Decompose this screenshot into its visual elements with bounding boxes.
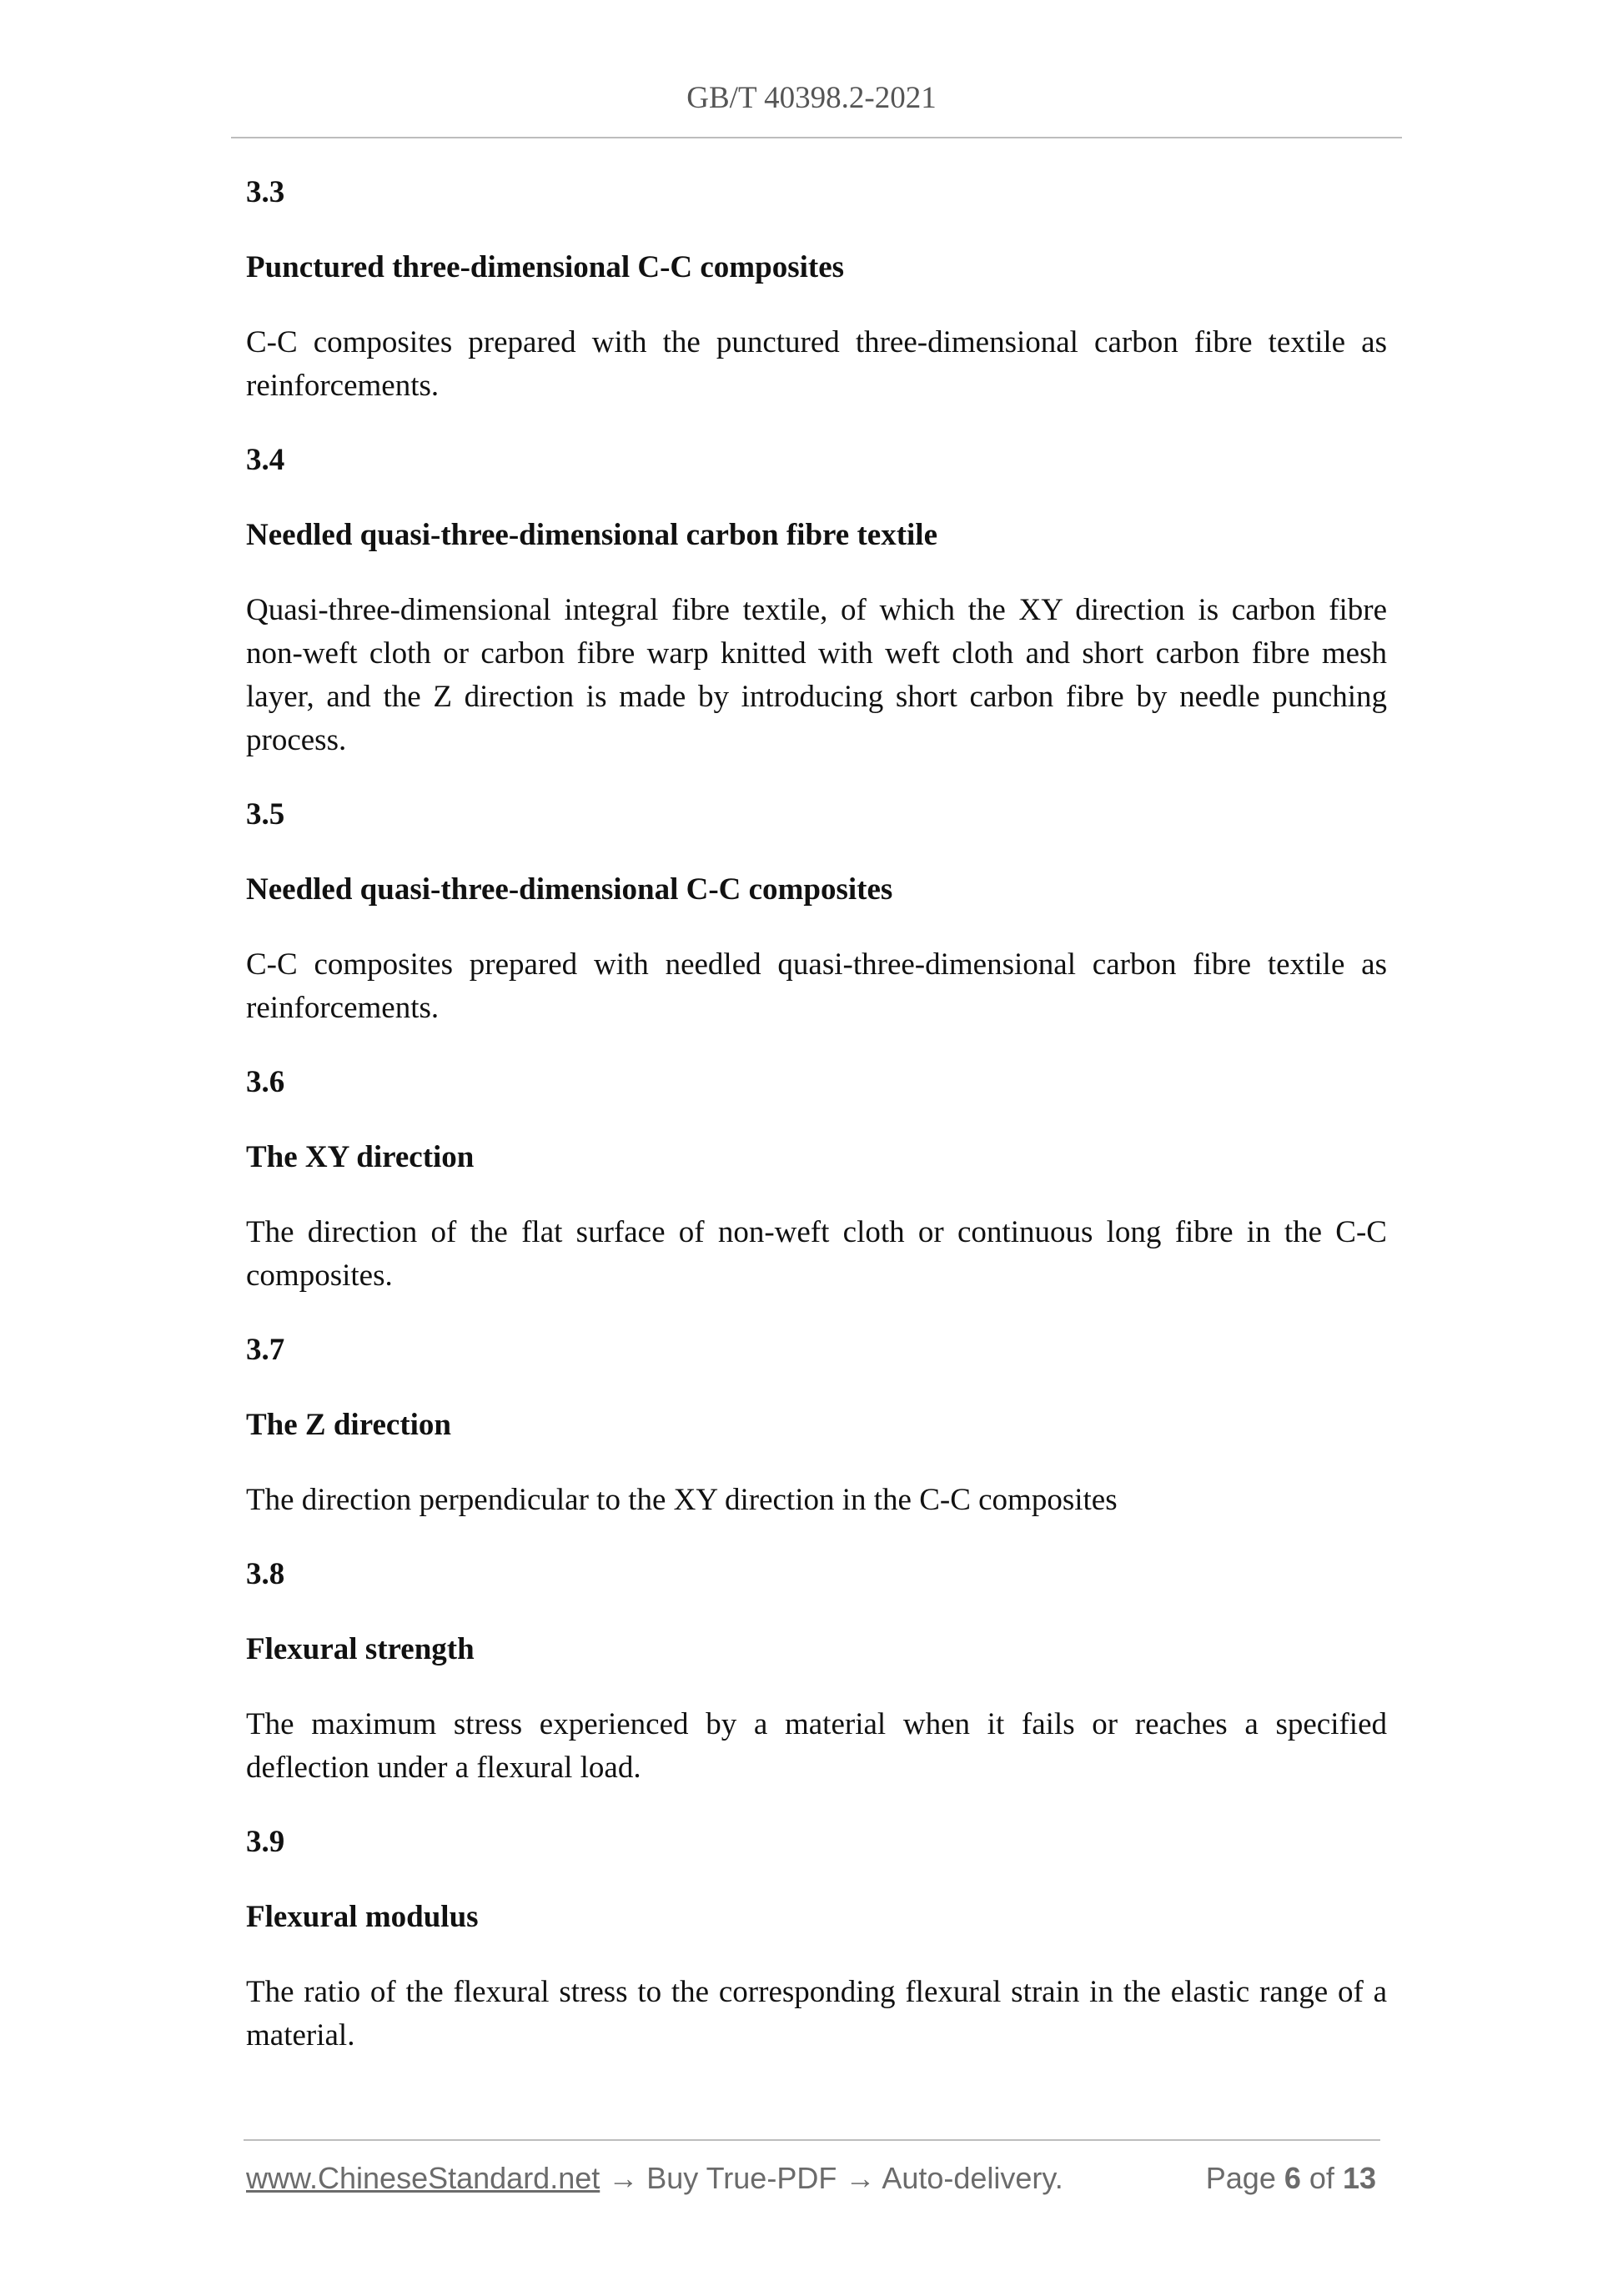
term-number: 3.4 <box>246 443 285 477</box>
term-number: 3.3 <box>246 175 285 209</box>
of-label: of <box>1309 2161 1334 2195</box>
current-page-number: 6 <box>1284 2161 1301 2195</box>
promo-text: → Buy True-PDF → Auto-delivery. <box>600 2161 1063 2195</box>
term-title: Flexural modulus <box>246 1900 479 1934</box>
term-entry <box>246 1553 1387 1790</box>
term-definition: The ratio of the flexural stress to the corresponding flexural strain in the elastic range of a material. <box>246 1975 1387 2052</box>
term-title: Flexural strength <box>246 1632 475 1666</box>
term-definition: The direction of the flat surface of non-weft cloth or continuous long fibre in the C-C composites. <box>246 1215 1387 1293</box>
term-definition: C-C composites prepared with needled quasi-three-dimensional carbon fibre textile as reinforcements. <box>246 947 1387 1025</box>
term-title: Needled quasi-three-dimensional C-C composites <box>246 872 893 907</box>
term-entry <box>246 1821 1387 2057</box>
term-entry <box>246 793 1387 1030</box>
document-header: GB/T 40398.2-2021 <box>686 81 937 115</box>
term-definition: Quasi-three-dimensional integral fibre textile, of which the XY direction is carbon fibre non-weft cloth or carbon fibre warp knitted with weft cloth and short carbon fibre mesh layer, and the Z direction is made by introducing short carbon fibre by needle punching process. <box>246 593 1387 757</box>
term-definition: The direction perpendicular to the XY direction in the C-C composites <box>246 1483 1118 1517</box>
term-number: 3.8 <box>246 1557 285 1591</box>
term-entry <box>246 439 1387 762</box>
term-definition: The maximum stress experienced by a material when it fails or reaches a specified deflection under a flexural load. <box>246 1707 1387 1785</box>
term-title: Punctured three-dimensional C-C composites <box>246 250 845 284</box>
term-entry <box>246 1329 1387 1522</box>
term-number: 3.5 <box>246 797 285 831</box>
terms-section <box>246 171 1387 2088</box>
page-indicator <box>1206 2158 1376 2198</box>
term-number: 3.9 <box>246 1825 285 1859</box>
term-entry <box>246 171 1387 408</box>
term-definition: C-C composites prepared with the punctured three-dimensional carbon fibre textile as reinforcements. <box>246 325 1387 403</box>
footer-promo <box>246 2158 1063 2198</box>
term-number: 3.7 <box>246 1333 285 1367</box>
term-title: The Z direction <box>246 1408 451 1442</box>
page-label: Page <box>1205 2161 1276 2195</box>
website-link[interactable]: www.ChineseStandard.net <box>246 2161 600 2195</box>
header-divider <box>231 137 1402 138</box>
term-title: Needled quasi-three-dimensional carbon fibre textile <box>246 518 938 552</box>
total-page-count: 13 <box>1342 2161 1376 2195</box>
term-title: The XY direction <box>246 1140 475 1174</box>
term-number: 3.6 <box>246 1065 285 1099</box>
term-entry <box>246 1061 1387 1298</box>
footer-divider <box>244 2139 1380 2141</box>
